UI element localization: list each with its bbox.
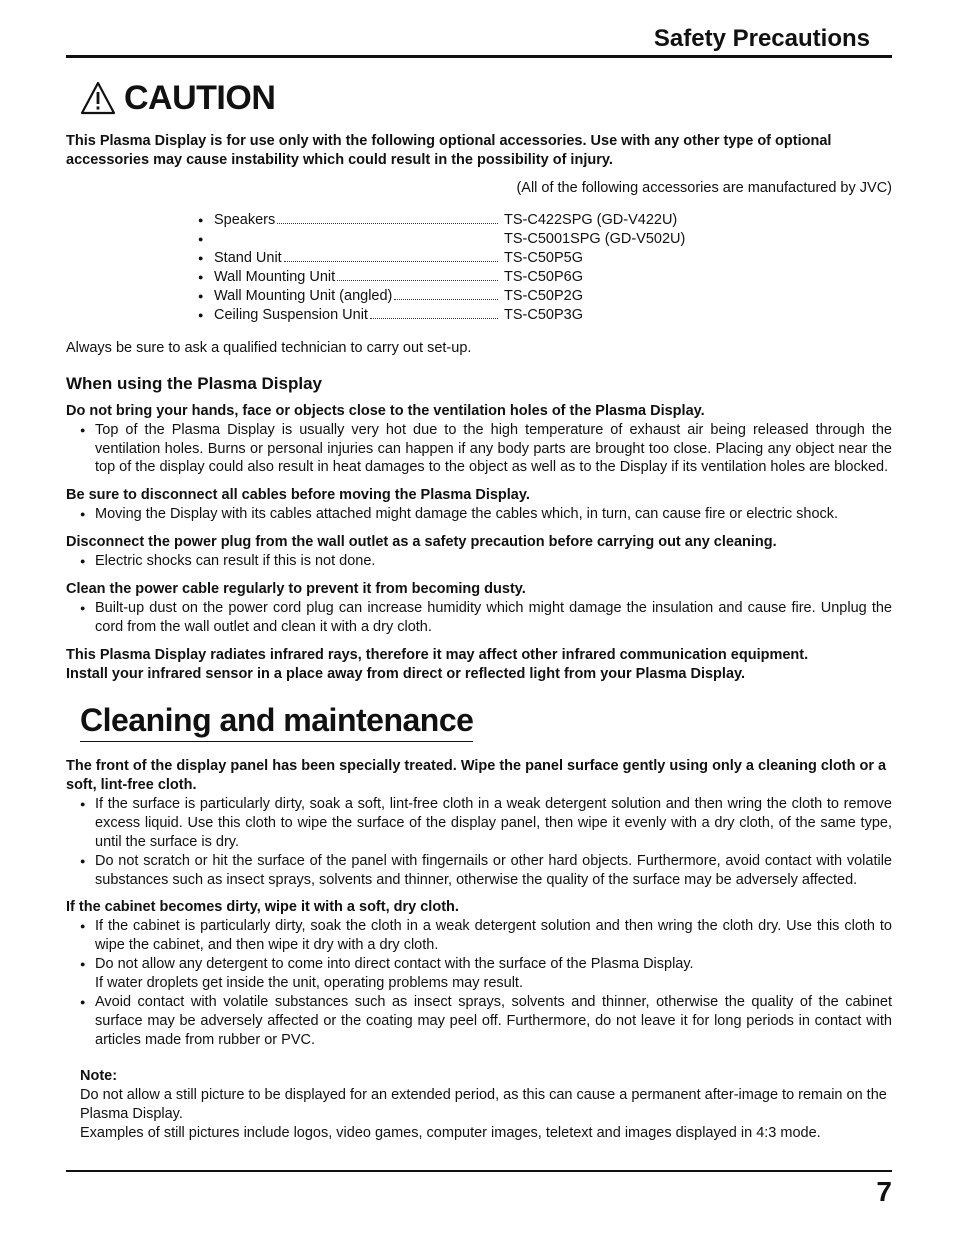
- plasma-item-title: Do not bring your hands, face or objects close to the ventilation holes of the Plasma Display.: [66, 403, 705, 419]
- section-header-title: Safety Precautions: [653, 25, 870, 52]
- manufacturer-note: [66, 179, 892, 198]
- infrared-warning: Install your infrared sensor in a place away from direct or reflected light from your Plasma Display.: [66, 665, 746, 682]
- intro-warning-text: This Plasma Display is for use only with the following optional accessories. Use with any other type of optional accessories may cause instability which could result in the possibility of injury.: [66, 133, 832, 168]
- panel-care-bullet: ● If the surface is particularly dirty, soak a soft, lint-free cloth in a weak detergent solution and then wring the cloth to remove excess liquid. Use this cloth to wipe the surface of the display panel, then wipe it evenly with a dry cloth, of the same type, until the surface is dry.: [66, 795, 892, 852]
- accessory-item: [198, 249, 685, 268]
- warning-triangle-icon: [80, 81, 116, 115]
- manufacturer-note-text: (All of the following accessories are manufactured by JVC): [516, 180, 892, 196]
- setup-note-text: Always be sure to ask a qualified technician to carry out set-up.: [66, 340, 472, 356]
- cleaning-section-title: Cleaning and maintenance: [80, 700, 473, 742]
- note-text: Examples of still pictures include logos, video games, computer images, teletext and images displayed in 4:3 mode.: [80, 1125, 821, 1141]
- cabinet-care-bullet: ● If the cabinet is particularly dirty, soak the cloth in a weak detergent solution and then wring the cloth dry. Use this cloth to wipe the cabinet, and then wipe it dry with a dry cloth.: [66, 917, 892, 955]
- accessory-model: TS-C422SPG (GD-V422U): [504, 212, 678, 228]
- accessory-item: [198, 287, 685, 306]
- plasma-item-bullet: ● Electric shocks can result if this is not done.: [66, 552, 892, 571]
- caution-heading: [80, 78, 275, 118]
- cabinet-care-bullet: ● Avoid contact with volatile substances such as insect sprays, solvents and thinner, otherwise the quality of the cabinet surface may be adversely affected or the coating may peel off. Furthermore, do not leave it for long periods in contact with articles made from rubber or PVC.: [66, 993, 892, 1050]
- setup-note: [66, 339, 892, 358]
- plasma-item-bullet: ● Moving the Display with its cables attached might damage the cables which, in turn, can cause fire or electric shock.: [66, 505, 892, 524]
- plasma-item-bullet: ● Built-up dust on the power cord plug can increase humidity which might damage the insulation and cause fire. Unplug the cord from the wall outlet and clean it with a dry cloth.: [66, 599, 892, 637]
- cleaning-section: [66, 757, 892, 1050]
- leader-dots: [277, 211, 498, 224]
- leader-dots: [394, 287, 498, 300]
- accessory-item: [198, 230, 685, 249]
- accessory-name: ● Speakers: [214, 212, 276, 228]
- accessory-item: [198, 306, 685, 325]
- leader-dots: [370, 306, 498, 319]
- note-text: Do not allow a still picture to be displayed for an extended period, as this can cause a permanent after-image to remain on the Plasma Display.: [80, 1087, 887, 1122]
- page-number: 7: [876, 1176, 892, 1207]
- accessory-item: [198, 211, 685, 230]
- panel-care-title: The front of the display panel has been specially treated. Wipe the panel surface gently using only a cleaning cloth or a soft, lint-free cloth.: [66, 758, 887, 793]
- plasma-item-bullet: ● Top of the Plasma Display is usually very hot due to the high temperature of exhaust air being released through the ventilation holes. Burns or personal injuries can happen if any body parts are brought too close. Placing any object near the top of the display could also result in heat damages to the object as well as to the Display if its ventilation holes are blocked.: [66, 421, 892, 477]
- accessory-model: TS-C50P2G: [504, 288, 583, 304]
- accessory-model: TS-C50P5G: [504, 250, 583, 266]
- panel-care-bullet: ● Do not scratch or hit the surface of the panel with fingernails or other hard objects. Furthermore, avoid contact with volatile substances such as insect sprays, solvents and thinner, otherwise the quality of the surface may be adversely affected.: [66, 852, 892, 890]
- accessory-list: [198, 211, 685, 325]
- accessory-name: ● Wall Mounting Unit (angled): [214, 288, 393, 304]
- note-block: [80, 1067, 892, 1143]
- leader-dots: [284, 249, 498, 262]
- intro-block: [66, 132, 892, 170]
- header-divider: [66, 55, 892, 58]
- accessory-item: [198, 268, 685, 287]
- infrared-warning: This Plasma Display radiates infrared rays, therefore it may affect other infrared communication equipment.: [66, 646, 809, 663]
- leader-dots: [337, 268, 498, 281]
- accessory-name: ● Wall Mounting Unit: [214, 269, 336, 285]
- plasma-item-title: Be sure to disconnect all cables before moving the Plasma Display.: [66, 486, 530, 503]
- plasma-item-title: Clean the power cable regularly to prevent it from becoming dusty.: [66, 580, 526, 597]
- accessory-name: ● Stand Unit: [214, 250, 282, 266]
- note-label: Note:: [80, 1068, 118, 1084]
- accessory-model: TS-C50P3G: [504, 307, 583, 323]
- cabinet-care-bullet-continued: If water droplets get inside the unit, operating problems may result.: [95, 975, 523, 991]
- cabinet-care-bullet: ● Do not allow any detergent to come into direct contact with the surface of the Plasma Display.: [66, 955, 892, 974]
- accessory-model: TS-C5001SPG (GD-V502U): [504, 231, 686, 247]
- footer-divider: [66, 1170, 892, 1172]
- plasma-item-title: Disconnect the power plug from the wall outlet as a safety precaution before carrying out any cleaning.: [66, 533, 777, 550]
- cabinet-care-title: If the cabinet becomes dirty, wipe it with a soft, dry cloth.: [66, 899, 459, 915]
- plasma-section-heading: When using the Plasma Display: [66, 374, 323, 393]
- accessory-model: TS-C50P6G: [504, 269, 583, 285]
- accessory-name: ● Ceiling Suspension Unit: [214, 307, 368, 323]
- caution-title: CAUTION: [124, 78, 276, 117]
- plasma-section: [66, 373, 892, 684]
